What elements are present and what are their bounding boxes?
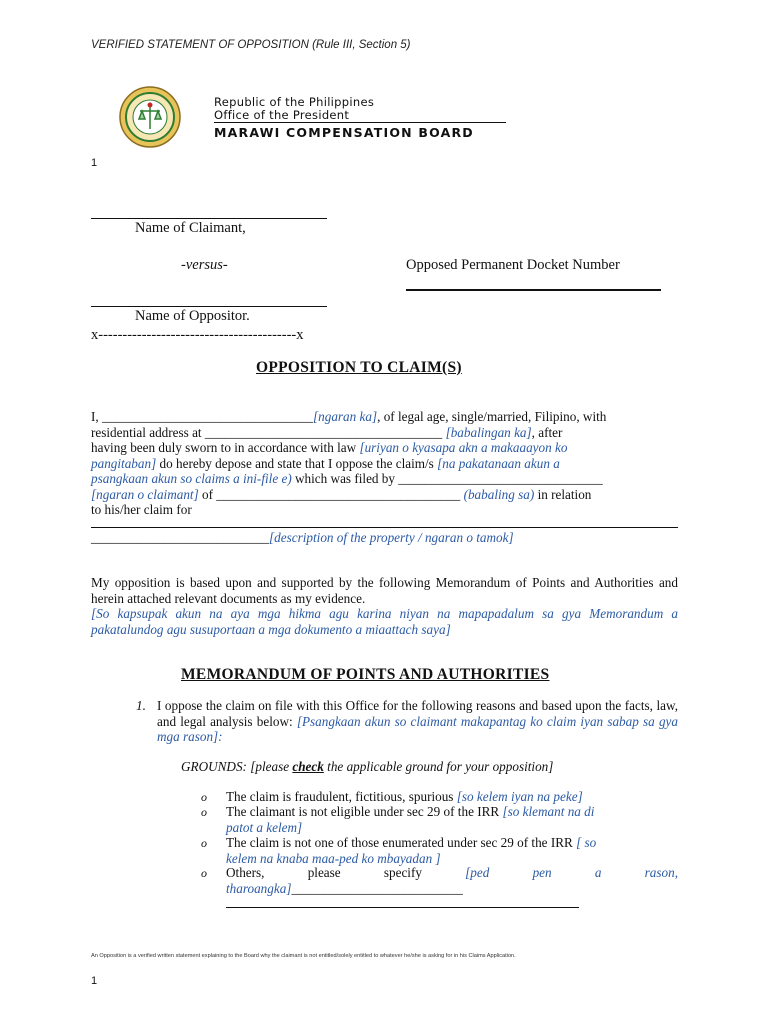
intro-l4-c: do hereby depose and state that I oppose the claim/s <box>156 455 438 471</box>
document-title: OPPOSITION TO CLAIM(S) <box>256 359 462 376</box>
ground-4 <box>226 865 678 896</box>
ground-4-word-others: Others, <box>226 865 265 880</box>
claimant-label: Name of Claimant, <box>135 220 246 236</box>
property-description-row <box>91 530 514 546</box>
ground-2-translation-a: [so klemant na di <box>502 804 595 819</box>
intro-l2-c: , after <box>531 424 563 440</box>
property-line: ___________________________ <box>91 530 270 545</box>
ground-2 <box>226 804 678 835</box>
item-1-translation: [Psangkaan akun so claimant makapantag ko claim iyan sabap sa gya mga rason]: <box>157 713 678 744</box>
letterhead-line-office: Office of the President <box>214 109 506 123</box>
intro-l5-b: psangkaan akun so claims a ini-file e) <box>91 471 292 486</box>
ground-3-text: The claim is not one of those enumerated under sec 29 of the IRR <box>226 835 577 850</box>
ground-3-checkbox[interactable]: o <box>201 836 207 850</box>
page-number-top: 1 <box>91 157 98 169</box>
running-header: VERIFIED STATEMENT OF OPPOSITION (Rule III, Section 5) <box>91 39 411 51</box>
page-number-bottom: 1 <box>91 975 98 987</box>
grounds-suffix: the applicable ground for your opposition] <box>323 759 554 774</box>
ground-4-word-please: please <box>307 865 341 880</box>
intro-l3-b: [uriyan o kyasapa akn a makaaayon ko <box>359 440 568 455</box>
grounds-instruction <box>181 759 553 775</box>
ground-4-checkbox[interactable]: o <box>201 866 207 880</box>
intro-l6-b: [ngaran o claimant] <box>91 486 199 502</box>
ground-3-translation-b: kelem na knaba maa-ped ko mbayadan ] <box>226 850 441 866</box>
ground-4-specify-line[interactable]: __________________________ <box>291 880 463 896</box>
letterhead-line-republic: Republic of the Philippines <box>214 95 375 109</box>
intro-l3-a: having been duly sworn to in accordance with law <box>91 440 360 455</box>
ground-4-trans-a: a <box>594 865 602 880</box>
ground-4-trans-tharoangka: tharoangka] <box>226 880 292 896</box>
ground-2-translation-b: patot a kelem] <box>226 819 303 835</box>
ground-4-trans-pen: pen <box>532 865 552 880</box>
grounds-check-word: check <box>292 759 324 774</box>
basis-paragraph: My opposition is based upon and supported by the following Memorandum of Points and Authorities and herein attached relevant documents as my evidence. <box>91 575 678 606</box>
ground-2-checkbox[interactable]: o <box>201 805 207 819</box>
ground-3 <box>226 835 678 866</box>
claim-description-line[interactable] <box>91 527 678 528</box>
ground-1-checkbox[interactable]: o <box>201 790 207 804</box>
ground-3-translation-a: [ so <box>576 835 597 850</box>
intro-l1-c: , of legal age, single/married, Filipino, with <box>377 409 607 424</box>
ground-4-extra-line[interactable] <box>226 907 579 908</box>
intro-l2-b: [babalingan ka] <box>445 424 532 440</box>
ground-1-translation: [so kelem iyan na peke] <box>456 789 583 804</box>
ground-4-trans-rason: rason, <box>644 865 678 880</box>
basis-translation: [So kapsupak akun na aya mga hikma agu karina niyan na mapapadalum sa gya Memorandum a pakatalundog agu susuportaan a mga dokumento a miaattach saya] <box>91 606 678 637</box>
intro-paragraph <box>91 409 678 518</box>
claimant-name-line[interactable] <box>91 218 327 219</box>
ground-4-trans-ped: [ped <box>465 865 490 880</box>
ground-1-text: The claim is fraudulent, fictitious, spurious <box>226 789 457 804</box>
caption-separator: x-----------------------------------------x <box>91 327 304 343</box>
docket-number-line[interactable] <box>406 289 661 291</box>
item-1-body: I oppose the claim on file with this Office for the following reasons and based upon the facts, law, and legal analysis below: <box>157 698 678 729</box>
oppositor-label: Name of Oppositor. <box>135 308 250 324</box>
intro-l6-e: in relation <box>534 486 592 502</box>
memo-title: MEMORANDUM OF POINTS AND AUTHORITIES <box>181 666 550 683</box>
oppositor-name-line[interactable] <box>91 306 327 307</box>
property-description-label: [description of the property / ngaran o tamok] <box>269 530 514 545</box>
intro-l4-d: [na pakatanaan akun a <box>437 455 560 471</box>
letterhead <box>214 96 506 139</box>
board-seal-icon <box>119 86 181 148</box>
intro-l4-b: pangitaban] <box>91 455 157 471</box>
versus-label: -versus- <box>181 257 228 273</box>
grounds-prefix: GROUNDS: [please <box>181 759 293 774</box>
intro-l1-a: I, ________________________________ <box>91 409 313 424</box>
footnote: An Opposition is a verified written statement explaining to the Board why the claimant is not entitled/solely entitled to whatever he/she is asking for in his Claims Application. <box>91 953 516 959</box>
intro-l2-a: residential address at ____________________________________ <box>91 424 446 440</box>
ground-1 <box>226 789 583 805</box>
ground-2-text: The claimant is not eligible under sec 29 of the IRR <box>226 804 503 819</box>
intro-l6-c: of _____________________________________ <box>198 486 464 502</box>
letterhead-line-board: MARAWI COMPENSATION BOARD <box>214 125 474 140</box>
ground-4-word-specify: specify <box>383 865 422 880</box>
intro-l1-b: [ngaran ka] <box>313 409 378 424</box>
item-1-text <box>157 698 678 745</box>
docket-label: Opposed Permanent Docket Number <box>406 257 620 273</box>
intro-l6-d: (babaling sa) <box>463 486 535 502</box>
intro-l7: to his/her claim for <box>91 502 192 517</box>
item-1-number: 1. <box>136 698 146 713</box>
intro-l5-c: which was filed by _______________________________ <box>291 471 603 486</box>
